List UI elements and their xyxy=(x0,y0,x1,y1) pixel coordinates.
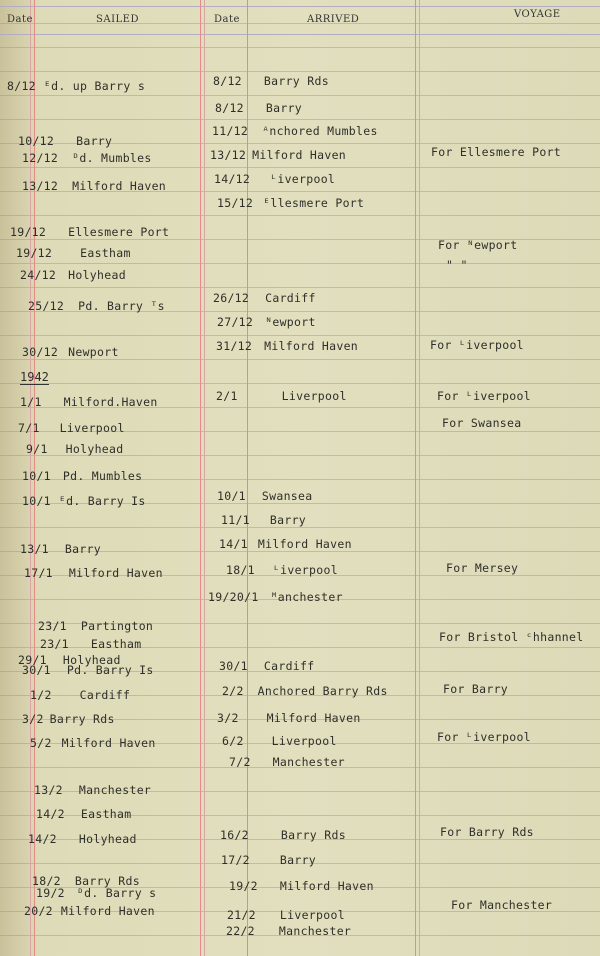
sailed-entry: 24/12 Holyhead xyxy=(20,268,126,282)
sailed-entry: 20/2 Milford Haven xyxy=(24,904,155,918)
header-arrived: ARRIVED xyxy=(307,14,360,25)
sailed-entry: 13/12 Milford Haven xyxy=(22,179,167,193)
arrived-entry: 15/12 ᴱllesmere Port xyxy=(217,196,365,210)
sailed-entry: 13/2 Manchester xyxy=(34,783,152,797)
voyage-entry: For Manchester xyxy=(451,898,553,912)
arrived-entry: 19/20/1 ᴹanchester xyxy=(208,590,343,604)
sailed-entry: 13/1 Barry xyxy=(20,542,102,556)
sailed-entry: 25/12 Pd. Barry ᵀs xyxy=(28,299,165,313)
header-sailed: SAILED xyxy=(96,14,139,25)
sailed-entry: 19/12 Ellesmere Port xyxy=(10,225,170,239)
arrived-voyage-divider-2 xyxy=(419,0,420,956)
header-rule-top xyxy=(0,6,600,7)
sailed-entry: 19/2 ᴰd. Barry s xyxy=(36,886,157,900)
year-label: 1942 xyxy=(20,370,49,384)
arrived-entry: 27/12 ᴺewport xyxy=(217,315,316,329)
arrived-voyage-divider xyxy=(415,0,416,956)
arrived-entry: 3/2 Milford Haven xyxy=(217,711,361,725)
sailed-entry: 30/1 Pd. Barry Is xyxy=(22,663,154,677)
arrived-entry: 2/1 Liverpool xyxy=(216,389,347,403)
header-rule-bottom xyxy=(0,34,600,35)
voyage-entry: For Barry xyxy=(443,682,509,696)
sailed-entry: 3/2 Barry Rds xyxy=(22,712,115,726)
sailed-arrived-divider-2 xyxy=(204,0,205,956)
header-date-arrived: Date xyxy=(214,14,240,25)
sailed-entry: 23/1 Eastham xyxy=(40,637,142,651)
arrived-entry: 2/2 Anchored Barry Rds xyxy=(222,684,388,698)
sailed-entry: 1/2 Cardiff xyxy=(30,688,131,702)
voyage-entry: For ᴸiverpool xyxy=(430,338,524,352)
sailed-entry: 23/1 Partington xyxy=(38,619,154,633)
sailed-arrived-divider xyxy=(200,0,201,956)
arrived-entry: 14/1 Milford Haven xyxy=(219,537,352,551)
sailed-entry: 1/1 Milford.Haven xyxy=(20,395,158,409)
arrived-entry: 26/12 Cardiff xyxy=(213,291,316,305)
voyage-entry: " " xyxy=(446,258,468,272)
voyage-entry: For ᴸiverpool xyxy=(437,730,531,744)
arrived-entry: 18/1 ᴸiverpool xyxy=(226,563,338,577)
arrived-entry: 7/2 Manchester xyxy=(229,755,345,769)
arrived-entry: 11/1 Barry xyxy=(221,513,307,527)
sailed-entry: 18/2 Barry Rds xyxy=(32,874,140,888)
arrived-entry: 21/2 Liverpool xyxy=(227,908,345,922)
arrived-entry: 19/2 Milford Haven xyxy=(229,879,374,893)
sailed-entry: 30/12 Newport xyxy=(22,345,119,359)
arrived-entry: 11/12 ᴬnchored Mumbles xyxy=(212,124,378,138)
sailed-entry: 17/1 Milford Haven xyxy=(24,566,163,580)
header-voyage: VOYAGE xyxy=(514,9,561,20)
arrived-entry: 30/1 Cardiff xyxy=(219,659,315,673)
sailed-entry: 7/1 Liverpool xyxy=(18,421,125,435)
arrived-entry: 14/12 ᴸiverpool xyxy=(214,172,336,186)
voyage-entry: For Swansea xyxy=(442,416,522,430)
sailed-entry: 10/1 Pd. Mumbles xyxy=(22,469,143,483)
sailed-entry: 5/2 Milford Haven xyxy=(30,736,156,750)
arrived-entry: 16/2 Barry Rds xyxy=(220,828,346,842)
arrived-entry: 31/12 Milford Haven xyxy=(216,339,359,353)
arrived-entry: 8/12 Barry Rds xyxy=(213,74,329,88)
arrived-entry: 10/1 Swansea xyxy=(217,489,313,503)
voyage-entry: For Bristol ᶜhhannel xyxy=(439,630,584,644)
sailed-entry: 29/1 Holyhead xyxy=(18,653,121,667)
arrived-entry: 8/12 Barry xyxy=(215,101,303,115)
sailed-entry: 19/12 Eastham xyxy=(16,246,131,260)
sailed-entry: 9/1 Holyhead xyxy=(26,442,124,456)
arrived-entry: 22/2 Manchester xyxy=(226,924,352,938)
arrived-entry: 17/2 Barry xyxy=(221,853,317,867)
voyage-entry: For ᴸiverpool xyxy=(437,389,531,403)
arrived-entry: 13/12 Milford Haven xyxy=(210,148,347,162)
voyage-entry: For Mersey xyxy=(446,561,519,575)
arrived-date-rule xyxy=(247,0,248,956)
sailed-entry: 10/12 Barry xyxy=(18,134,113,148)
voyage-entry: For Ellesmere Port xyxy=(431,145,562,159)
sailed-entry: 14/2 Holyhead xyxy=(28,832,137,846)
sailed-entry: 12/12 ᴰd. Mumbles xyxy=(22,151,152,165)
sailed-entry: 10/1 ᴱd. Barry Is xyxy=(22,494,146,508)
voyage-entry: For Barry Rds xyxy=(440,825,534,839)
arrived-entry: 6/2 Liverpool xyxy=(222,734,337,748)
sailed-entry: 8/12 ᴱd. up Barry s xyxy=(7,79,146,93)
header-date-sailed: Date xyxy=(7,14,33,25)
sailed-entry: 14/2 Eastham xyxy=(36,807,132,821)
voyage-entry: For ᴺewport xyxy=(438,238,518,252)
